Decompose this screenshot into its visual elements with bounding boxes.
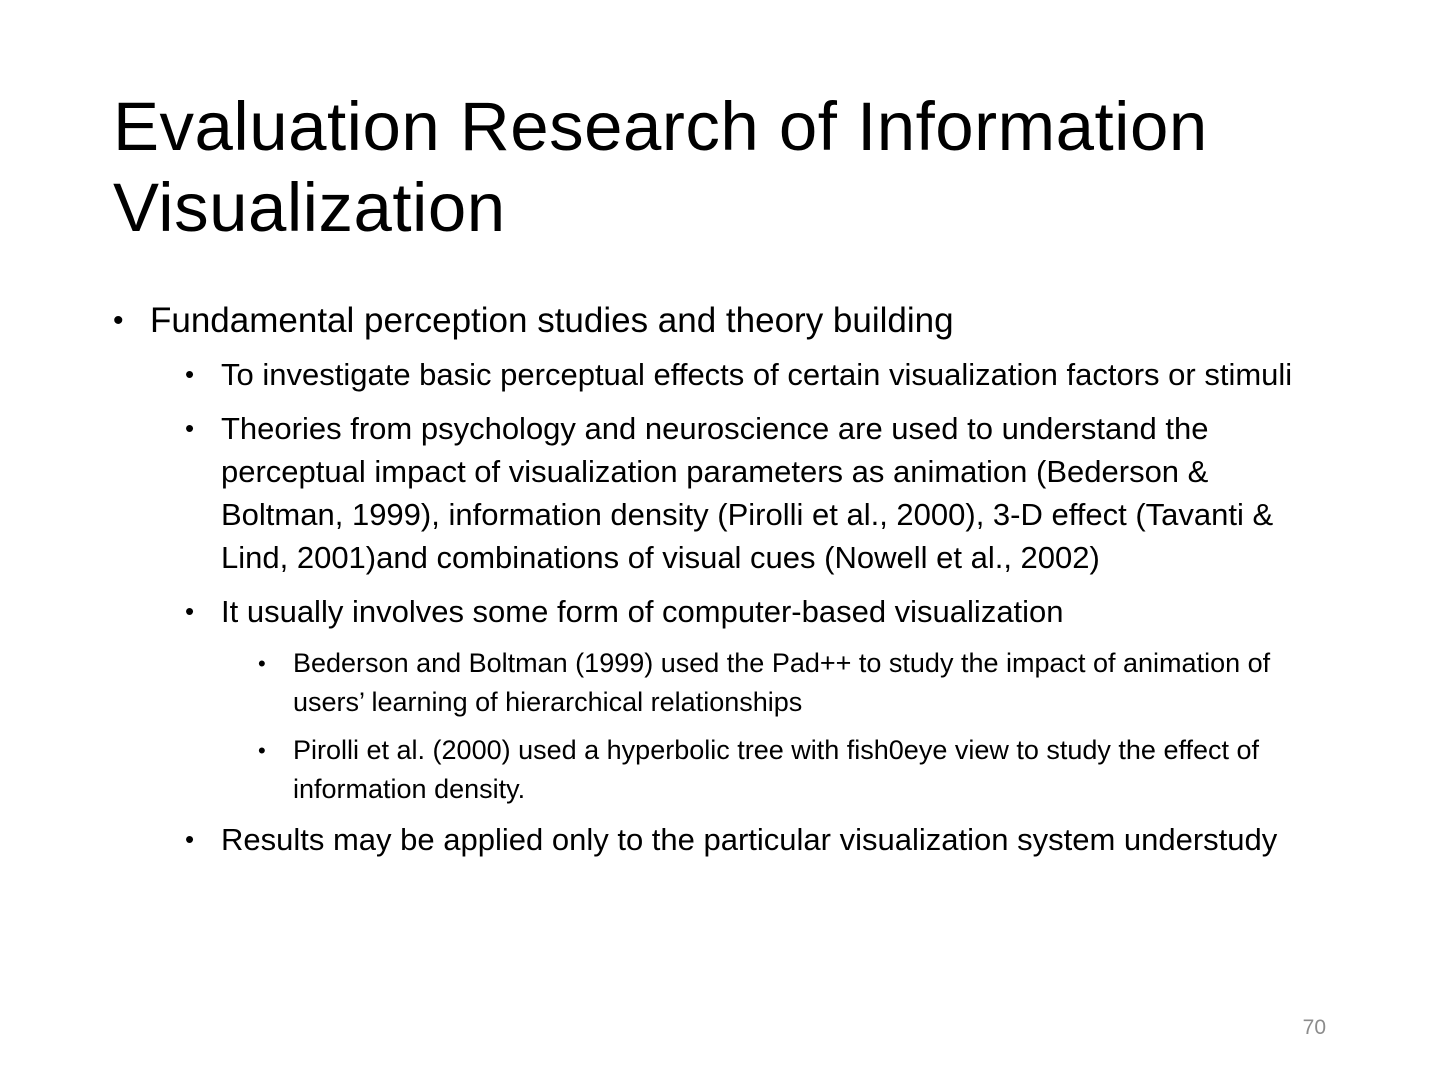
bullet-icon: •: [185, 413, 195, 443]
bullet-item-bederson-boltman: [113, 644, 1328, 722]
bullet-item-results: [113, 818, 1328, 861]
bullet-icon: •: [258, 738, 266, 763]
bullet-icon: •: [258, 651, 266, 676]
title-line-1: Evaluation Research of Information: [113, 88, 1208, 165]
bullet-text: Pirolli et al. (2000) used a hyperbolic tree with fish0eye view to study the effect of information density.: [293, 735, 1260, 804]
bullet-text: Theories from psychology and neuroscience are used to understand the perceptual impact of visualization parameters as animation (Bederson & Boltman, 1999), information density (Pirolli et al., 2000), 3-D effect (Tavanti & Lind, 2001)and combinations of visual cues (Nowell et al., 2002): [221, 411, 1274, 575]
bullet-text: Fundamental perception studies and theory building: [150, 301, 954, 340]
bullet-icon: •: [185, 596, 195, 626]
bullet-icon: •: [185, 359, 195, 389]
bullet-text: It usually involves some form of computer-based visualization: [221, 594, 1064, 629]
bullet-item-perception-studies: [113, 298, 1328, 343]
bullet-text: Results may be applied only to the particular visualization system understudy: [221, 822, 1278, 857]
bullet-item-investigate-effects: [113, 353, 1328, 396]
bullet-item-pirolli: [113, 731, 1328, 809]
bullet-text: Bederson and Boltman (1999) used the Pad++ to study the impact of animation of users’ learning of hierarchical relationships: [293, 648, 1271, 717]
bullet-icon: •: [113, 304, 124, 337]
bullet-list: [113, 298, 1328, 872]
bullet-icon: •: [185, 824, 195, 854]
page-number: 70: [1302, 1016, 1326, 1039]
bullet-text: To investigate basic perceptual effects of certain visualization factors or stimuli: [221, 357, 1293, 392]
bullet-item-theories: [113, 407, 1328, 579]
bullet-item-computer-based: [113, 590, 1328, 633]
title-line-2: Visualization: [113, 169, 506, 246]
slide-title: [113, 86, 1353, 248]
